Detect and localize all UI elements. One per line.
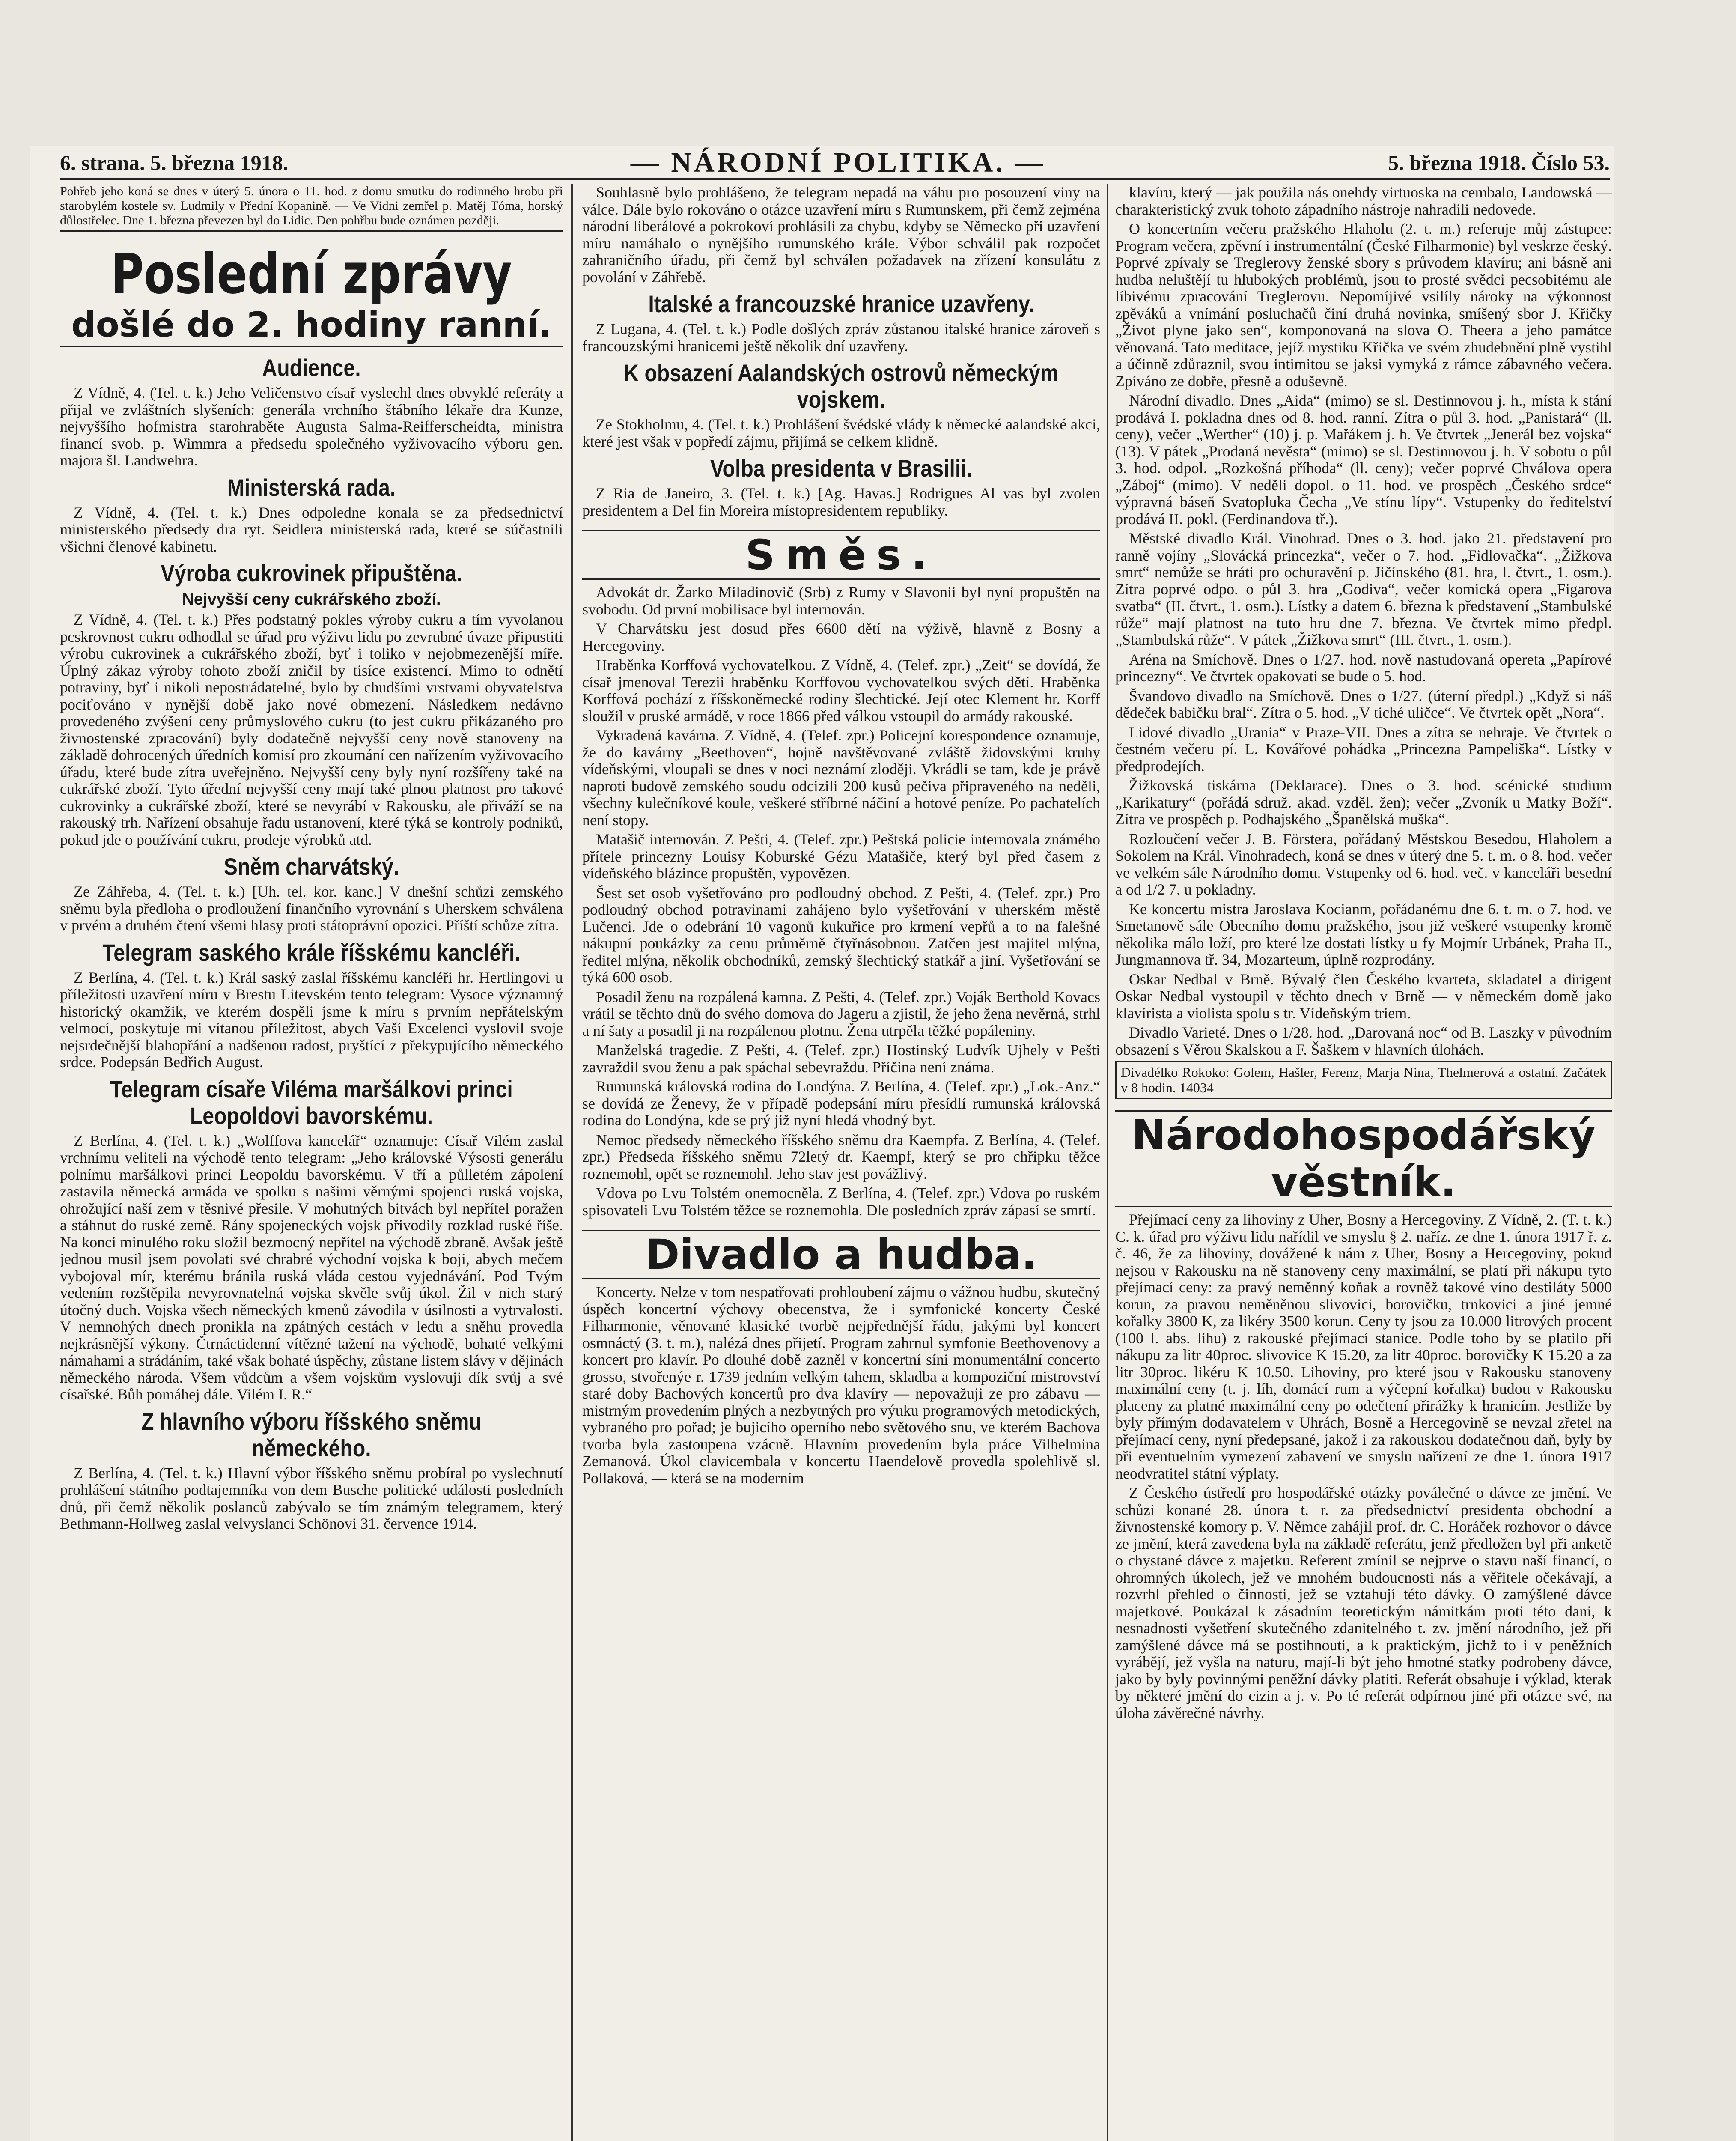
- article-title: Výroba cukrovinek připuštěna.: [161, 560, 462, 587]
- news-item: Hraběnka Korffová vychovatelkou. Z Vídně, 4. (Telef. zpr.) „Zeit“ se dovídá, že císař jmenoval Terezii hraběnku Korffovou vychovatelkou svých dětí. Hraběnka Korffová pochází z říšskoněmecké rodiny šlechtické. Její otec Klement hr. Korff sloužil v pruské armádě, v roce 1866 před válkou vstoupil do armády rakouské.: [582, 656, 1100, 725]
- news-item: Vdova po Lvu Tolstém onemocněla. Z Berlína, 4. (Telef. zpr.) Vdova po ruském spisovateli Lvu Tolstém těžce se roznemohla. Dle posledních zpráv zápasí se smrtí.: [582, 1184, 1100, 1219]
- header-date-left: 6. strana. 5. března 1918.: [60, 151, 289, 175]
- funeral-notice: Pohřeb jeho koná se dnes v úterý 5. února o 11. hod. z domu smutku do rodinného hrobu při starobylém kostele sv. Ludmily v Přední Kopanině. — Ve Vidni zemřel p. Matěj Tóma, horský důlostřelec. Dne 1. března převezen byl do Lidic. Den pohřbu bude oznámen později.: [60, 184, 563, 232]
- article-text: Ze Záhřeba, 4. (Tel. t. k.) [Uh. tel. kor. kanc.] V dnešní schůzi zemského sněmu byla předloha o prodloužení finančního vyrovnání s Uherskem schválena v prvém a druhém čtení všemi hlasy proti státoprávní opozici. Příští schůze zítra.: [60, 883, 563, 934]
- article-title: Telegram císaře Viléma maršálkovi princi Leopoldovi bavorskému.: [110, 1075, 513, 1129]
- article-subtitle: Nejvyšší ceny cukrářského zboží.: [182, 590, 441, 608]
- article-title: Z hlavního výboru říšského sněmu německého.: [141, 1407, 482, 1461]
- theatre-listing: Lidové divadlo „Urania“ v Praze-VII. Dnes a zítra se nehraje. Ve čtvrtek o čestném večeru pí. L. Kovářové pohádka „Princezna Pampeliška“. Lístky v předprodejích.: [1115, 723, 1612, 775]
- news-item: Advokát dr. Žarko Miladinovič (Srb) z Rumy v Slavonii byl nyní propuštěn na svobodu. Od první mobilisace byl internován.: [582, 584, 1100, 618]
- article-text: Koncerty. Nelze v tom nespatřovati prohloubení zájmu o vážnou hudbu, skutečný úspěch koncertní výchovy obecenstva, že i symfonické koncerty České Filharmonie, věnované klasické tvorbě nejpřednější řádu, jakými byl koncert osmnáctý (3. t. m.), nalézá dnes přijetí. Program zahrnul symfonie Beethovenovy a koncert pro klavír. Po dlouhé době zazněl v koncertní síni monumentální concerto grosso, stvořenýe r. 1739 jedním velkým tahem, skladba a kompoziční mistrovství staré doby Bachových koncertů pro dva klavíry — nepovažuji ze pro zábavu — mistrným provedením plných a nezbytných pro výuku programových metodických, vybraného pro pořad; je bujicího operního nebo světového snu, ve kterém Bachova tvorba byla zastoupena vzácně. Hlavním provedením byla práce Vilhelmina Zemanová. Úkol clavicembala v koncertu Haendelově provedla spolehlivě sl. Pollaková, — která se na moderním: [582, 1283, 1100, 1487]
- article-title: Volba presidenta v Brasilii.: [710, 455, 973, 482]
- article-text: Z Lugana, 4. (Tel. t. k.) Podle došlých zpráv zůstanou italské hranice zároveň s francouzskými hranicemi ještě několik dní uzavřeny.: [582, 320, 1100, 355]
- theatre-listing: Oskar Nedbal v Brně. Bývalý člen Českého kvarteta, skladatel a dirigent Oskar Nedbal vystoupil v těchto dnech v Brně — v německém domě jako klavírista a violista spolu s tr. Vídeňským triem.: [1115, 970, 1612, 1022]
- section-title-smes: Směs.: [582, 530, 1100, 580]
- article-text: Z Vídně, 4. (Tel. t. k.) Přes podstatný pokles výroby cukru a tím vyvolanou pcskrovnost cukru odhodlal se úřad pro výživu lidu po zevrubné úvaze připustiti výrobu cukrovinek a cukrářského zboží, byť i toliko v nejobmezenější míře. Úplný zákaz výroby tohoto zboží zničil by tisíce existencí. Mimo to odnětí potraviny, byť i nikoli nepostrádatelné, bylo by chudšími vrstvami obyvatelstva pociťováno v nynější době jako nové obmezení. Následkem nedávno provedeného zvýšení ceny průmyslového cukru (to jest cukru přikázaného pro živnostenské zpracování) byly dodatečně nejvyšší ceny nově stanoveny na základě dohrocených úředních komisí pro zkoumání cen nařízením vyživovacího úřadu, které bude zítra uveřejněno. Nejvyšší ceny byly nyní rozšířeny také na cukrářské zboží. Tyto úřední nejvyšší ceny mají také plnou platnost pro takové cukrovinky a cukrářské zboží, které se nevyrábí v Rakousku, ale přiváží se na rakouský trh. Nařízení obsahuje řadu ustanovení, které týká se kontroly podniků, pokud jde o používání cukru, prodeje výrobků atd.: [60, 611, 563, 848]
- theatre-listing: Ke koncertu mistra Jaroslava Kocianm, pořádanému dne 6. t. m. o 7. hod. ve Smetanově sále Obecního domu pražského, jsou již veškeré vstupenky kromě několika málo loží, pro které lze dostati lístky u fy Mojmír Urbánek, Praha II., Jungmannova tř. 34, Mozarteum, úplně rozprodány.: [1115, 900, 1612, 968]
- header-date-right: 5. března 1918. Číslo 53.: [1388, 151, 1610, 175]
- article-continuation: Souhlasně bylo prohlášeno, že telegram nepadá na váhu pro posouzení viny na válce. Dále bylo rokováno o otázce uzavření míru s Rumunskem, při čemž zejména národní liberálové a pokrokoví prohlásili za chybu, kdyby se Německo při uzavření míru namáhalo o nynějšího rumunského krále. Výbor schválil pak rozpočet zahraničního úřadu, při čemž byl schválen požadavek na zřízení konsulátu z povolání v Záhřebě.: [582, 184, 1100, 286]
- news-item: V Charvátsku jest dosud přes 6600 dětí na výživě, hlavně z Bosny a Hercegoviny.: [582, 620, 1100, 654]
- article-text: Z Ria de Janeiro, 3. (Tel. t. k.) [Ag. Havas.] Rodrigues Al vas byl zvolen presidentem a Del fin Moreira místopresidentem republiky.: [582, 485, 1100, 519]
- column-3: [1115, 184, 1612, 2141]
- news-item: Matašič internován. Z Pešti, 4. (Telef. zpr.) Peštská policie internovala známého přítele princezny Louisy Koburské Gézu Matašiče, který byl před časem z vídeňského blázince propuštěn, vypovězen.: [582, 831, 1100, 882]
- article-text: Z Berlína, 4. (Tel. t. k.) Hlavní výbor říšského sněmu probíral po vyslechnutí prohlášení státního podtajemníka von dem Busche politické události posledních dnů, při čemž několik poslanců zabývalo se tím známým telegramem, který Bethmann-Hollweg zaslal velvyslanci Schönovi 31. července 1914.: [60, 1464, 563, 1532]
- article-title: K obsazení Aalandských ostrovů německým vojskem.: [624, 359, 1059, 413]
- column-1: [60, 184, 563, 2141]
- news-item: Posadil ženu na rozpálená kamna. Z Pešti, 4. (Telef. zpr.) Voják Berthold Kovacs vrátil se těchto dnů do svého domova do Jageru a zjistil, že jeho žena nevěrná, strhl a ní šaty a posadil ji na rozpálenou plotnu. Žena utrpěla těžké popáleniny.: [582, 988, 1100, 1039]
- article-text: Z Berlína, 4. (Tel. t. k.) „Wolffova kancelář“ oznamuje: Císař Vilém zaslal vrchnímu veliteli na východě tento telegram: „Jeho královské Výsosti generálu polnímu maršálkovi princi Leopoldu bavorskému. V tří a půlletém zápolení zastavila německá armáda ve spolku s našimi věrnými spojenci ruská vojska, ohrožující naší zem v těsnivé přesile. V mohutných bitvách byl nepřítel poražen a stáhnut do ruské země. Rány spojeneckých vojsk přivodily rozklad ruské říše. Na konci minulého roku složil bezmocný nepřítel na východě zbraně. Avšak ještě jednou musil jsem povolati své chrabré východní vojska k boji, abych mečem vybojoval mír, kterému bránila ruská vláda cestou vyjednávání. Pod Tvým vedením rozštěpila nevyrovnatelná vojska skvěle svůj úkol. Žil v nich starý útočný duch. Vojska všech německých kmenů závodila v úsilnosti a vytrvalosti. V nemnohých dnech pronikla na zpátných cestách v ledu a sněhu provedla nejkrásnější výkony. Čtrnáctidenní vítězné tažení na východě, bohaté velkými námahami a strádáním, také však bohaté úspěchy, zůstane listem slávy v dějinách německého národa. Všem vůdcům a všem vojskům vyslovuji dík svůj a své císařské. Bůh pomáhej dále. Vilém I. R.“: [60, 1132, 563, 1403]
- article-text: Ze Stokholmu, 4. (Tel. t. k.) Prohlášení švédské vlády k německé aalandské akci, které jest však v popředí zájmu, přijímá se celkem klidně.: [582, 416, 1100, 450]
- article-title: Ministerská rada.: [227, 474, 396, 501]
- article-title: Italské a francouzské hranice uzavřeny.: [648, 290, 1034, 317]
- news-item: Manželská tragedie. Z Pešti, 4. (Telef. zpr.) Hostinský Ludvík Ujhely v Pešti zavraždil svou ženu a pak spáchal sebevraždu. Příčina není známa.: [582, 1041, 1100, 1076]
- main-subheadline: došlé do 2. hodiny ranní.: [60, 304, 563, 347]
- news-item: Šest set osob vyšetřováno pro podloudný obchod. Z Pešti, 4. (Telef. zpr.) Pro podloudný obchod potravinami zahájeno bylo vyšetřování v uherském městě Lučenci. Jde o odebrání 10 vagonů kukuřice pro krmení vepřů a to na falešné nákupní poukázky za cenu průměrně čtyřnásobnou. Zatčen jest majitel mlýna, ředitel mlýna, několik obchodníků, zemský šlechtický statkář a jiní. Vyšetřování se týká 600 osob.: [582, 884, 1100, 986]
- news-item: Rumunská královská rodina do Londýna. Z Berlína, 4. (Telef. zpr.) „Lok.-Anz.“ se dovídá ze Ženevy, že v případě podepsání míru přesídlí rumunská královská rodina do Londýna, kde se prý již nyní hledá vhodný byt.: [582, 1078, 1100, 1129]
- article-title: Audience.: [262, 354, 361, 381]
- theatre-listing: Národní divadlo. Dnes „Aida“ (mimo) se sl. Destinnovou j. h., místa k stání prodává I. pokladna dnes od 8. hod. ranní. Zítra o půl 3. hod. „Panistará“ (ll. ceny), večer „Werther“ (10) j. p. Mařákem j. h. Ve čtvrtek „Jenerál bez vojska“ (13). V pátek „Prodaná nevěsta“ (mimo) se sl. Destinnovou j. h. V sobotu o půl 3. hod. odpol. „Rozkošná příhoda“ (ll. ceny); večer poprvé Chválova opera „Záboj“ (mimo). V neděli dopol. o 11. hod. ve prospěch „Českého srdce“ výpravná báseň Svatopluka Čecha „Ve stínu lípy“. Vstupenky do ředitelství prodává II. pokl. (Ferdinandova tř.).: [1115, 392, 1612, 528]
- column-rule: [1107, 184, 1108, 2141]
- section-title-economy: Národohospodářský věstník.: [1115, 1110, 1612, 1207]
- theatre-listing: Městské divadlo Král. Vinohrad. Dnes o 3. hod. jako 21. představení pro ranně vojíny „Slovácká princezka“, večer o 7. hod. „Fidlovačka“. „Žižkova smrt“ nemůže se hráti pro ochuravění p. Jičínského (81. hra, l. čtvrt., 1. osm.). Zítra poprvé odpo. o půl 3. hra „Godiva“, večer komická opera „Figarova svatba“ (II. čtvrt., 1. osm.). Lístky a datem 6. března k představení „Stambulské růže“ mají platnost na tuto hru dne 7. března. Ve čtvrtek mimo předpl. „Stambulská růže“. V pátek „Žižkova smrt“ (III. čtvrt., 1. osm.).: [1115, 530, 1612, 648]
- advertisement: Divadélko Rokoko: Golem, Hašler, Ferenz, Marja Nina, Thelmerová a ostatní. Začátek v 8 hodin. 14034: [1115, 1061, 1612, 1099]
- section-title-theatre: Divadlo a hudba.: [582, 1230, 1100, 1279]
- theatre-listing: Divadlo Varieté. Dnes o 1/28. hod. „Darovaná noc“ od B. Laszky v původním obsazení s Věrou Skalskou a F. Šaškem v hlavních úlohách.: [1115, 1024, 1612, 1058]
- news-item: Nemoc předsedy německého říšského sněmu dra Kaempfa. Z Berlína, 4. (Telef. zpr.) Předseda říšského sněmu 72letý dr. Kaempf, který se pro chřipku těžce roznemohl, opět se roznemohl. Jeho stav jest povážlivý.: [582, 1131, 1100, 1182]
- main-headline: Poslední zprávy: [111, 242, 512, 306]
- article-title: Sněm charvátský.: [223, 853, 399, 880]
- column-2: [582, 184, 1100, 2141]
- article-continuation: klavíru, který — jak použila nás onehdy virtuoska na cembalo, Landowská — charakteristický zvuk tohoto západního nástroje nahradili nedovede.: [1115, 184, 1612, 218]
- article-title: Telegram saského krále říšskému kancléři.: [102, 939, 521, 966]
- column-rule: [571, 184, 573, 2141]
- article-text: Z Vídně, 4. (Tel. t. k.) Jeho Veličenstvo císař vyslechl dnes obvyklé referáty a přijal ve zvláštních slyšeních: generála vrchního štábního lékaře dra Kunze, nejvyššího hofmistra starohraběte Augusta Salma-Reifferscheidta, ministra financí svob. p. Wimmra a předsedu společného vyživovacího výboru gen. majora šl. Landwehra.: [60, 384, 563, 469]
- theatre-listing: Švandovo divadlo na Smíchově. Dnes o 1/27. (úterní předpl.) „Když si náš dědeček babičku bral“. Zítra o 5. hod. „V tiché uličce“. Ve čtvrtek opět „Nora“.: [1115, 687, 1612, 721]
- concert-review: O koncertním večeru pražského Hlaholu (2. t. m.) referuje můj zástupce: Program večera, zpěvní i instrumentální (České Filharmonie) byl veskrze český. Poprvé zpívaly se Treglerovy ženské sbory s průvodem klavíru; ani básně ani hudba neluštějí tu hlubokých problémů, jsou to prosté svědci pecsobitému ale líbivému zpracování Treglerovu. Nepomíjivé vsilíly nároky na výkonnost zpěváků a vnímání posluchačů činí druhá novinka, smíšený sbor J. Křičky „Život plyne jako sen“, komponovaná na slova O. Theera a jeho památce věnovaná. Tato meditace, jejíž mystiku Křička ve svém zhudebnění plně vystihl a účinně zdůraznil, svou intimitou se jaksi vymyká z rámce zábavného večera. Zpíváno ze dobře, přesně a oduševně.: [1115, 220, 1612, 390]
- economy-article: Z Českého ústředí pro hospodářské otázky poválečné o dávce ze jmění. Ve schůzi konané 28. února t. r. za předsednictví presidenta obchodní a živnostenské komory p. V. Němce zahájil prof. dr. C. Horáček rozhovor o dávce ze jmění, která zavedena byla na základě referátu, jenž předložen byl při anketě o chystané dávce z majetku. Referent zmínil se nejprve o stavu naší financí, o ohromných úkolech, jež ve mnohém budoucnosti nás a věřitele očekávají, a rozvrhl přehled o činnosti, jež se vztahují této dávky. O zamýšlené dávce majetkové. Poukázal k zásadním teoretickým námitkám proti této dani, k nesnadnosti vyšetření skutečného zdanitelného t. zv. jmění národního, jež při zamýšlené dávce má se postihnouti, a k praktickým, jichž to i v peněžních vyrábějí, jež vyšla na naturu, mají-li být jeho hmotné statky podrobeny dávce, jako by byly povinnými peněžní dávky platiti. Referát obsahuje i výklad, kterak by některé jmění do cizin a j. v. Po té referát odpírnou jiné při otázce své, na úloha závěrečné návrhy.: [1115, 1484, 1612, 1721]
- page-header: [60, 148, 1610, 180]
- article-text: Z Berlína, 4. (Tel. t. k.) Král saský zaslal říšskému kancléři hr. Hertlingovi u příležitosti uzavření míru v Brestu Litevském tento telegram: Vysoce významný historický okamžik, ve kterém dospěli jsme k míru s prvním nepřátelským velmocí, poskytuje mi vítanou příležitost, abych Vaší Excelenci vyslovil svoje nejsrdečnější blahopřání a nadšenou radost, pryštící z překypujícího německého srdce. Podepsán Bedřich August.: [60, 969, 563, 1070]
- newspaper-title: — NÁRODNÍ POLITIKA. —: [630, 147, 1046, 178]
- theatre-listing: Aréna na Smíchově. Dnes o 1/27. hod. nově nastudovaná opereta „Papírové princezny“. Ve čtvrtek opakovati se bude o 5. hod.: [1115, 650, 1612, 685]
- economy-article: Přejímací ceny za lihoviny z Uher, Bosny a Hercegoviny. Z Vídně, 2. (T. t. k.) C. k. úřad pro výživu lidu nařídil ve smyslu § 2. naříz. ze dne 1. února 1917 ř. z. č. 46, že za lihoviny, dovážené k nám z Uher, Bosny a Hercegoviny, pokud nejsou v Rakousku na ně stanoveny ceny maximální, se platí při nákupu tyto přejímací ceny: za pravý neměnný koňak a rovněž takové víno destiláty 5000 korun, za pravou neměněnou slivovici, borovičku, trnkovici a jiné jemné kořalky 3800 K, za likéry 3500 korun. Ceny ty jsou za 10.000 litrových procent (100 l. abs. lihu) z rakouské přejímací stanice. Podle toho by se platilo při nákupu za litr 40proc. slivovice K 15.20, za litr 40proc. borovičky K 15.20 a za litr 30proc. likéru K 10.50. Lihoviny, pro které jsou v Rakousku stanoveny maximální ceny (t. j. líh, domácí rum a výčepní kořalka) budou v Rakousku placeny za platné maximální ceny po odečtení přirážky k hranicím. Jestliže by byly přímým dodavatelem v Uhrách, Bosně a Hercegovině se nevzal zřetel na přejímací ceny, nyní předepsané, jakož i za rakouskou dodatečnou daň, byly by při eventuelním vymezení zabavení ve smyslu nařízení ze dne 1. února 1917 neodvratitel státní výplaty.: [1115, 1211, 1612, 1482]
- news-item: Vykradená kavárna. Z Vídně, 4. (Telef. zpr.) Policejní korespondence oznamuje, že do kavárny „Beethoven“, hojně navštěvované zvláště židovskými kruhy vídeňskými, vloupali se dnes v noci neznámí zloději. Vkrádli se tam, kde je právě naproti budově zemského soudu odcizili 200 kusů pečiva připraveného na neděli, všechny kulečníkové koule, veškeré stříbrné náčiní a hotové peníze. Po pachatelích není stopy.: [582, 727, 1100, 829]
- article-text: Z Vídně, 4. (Tel. t. k.) Dnes odpoledne konala se za předsednictví ministerského předsedy dra ryt. Seidlera ministerská rada, které se súčastnili všichni členové kabinetu.: [60, 504, 563, 555]
- theatre-listing: Rozloučení večer J. B. Förstera, pořádaný Městskou Besedou, Hlaholem a Sokolem na Král. Vinohradech, koná se dnes v úterý dne 5. t. m. o 8. hod. večer ve velkém sále Národního domu. Vstupenky od 6. hod. več. v kanceláři besední a od 1/2 7. u pokladny.: [1115, 830, 1612, 898]
- theatre-listing: Žižkovská tiskárna (Deklarace). Dnes o 3. hod. scénické studium „Karikatury“ (pořádá sdruž. akad. vzděl. žen); večer „Zvoník u Matky Boží“. Zítra ve prospěch p. Podhajského „Španělská muška“.: [1115, 777, 1612, 828]
